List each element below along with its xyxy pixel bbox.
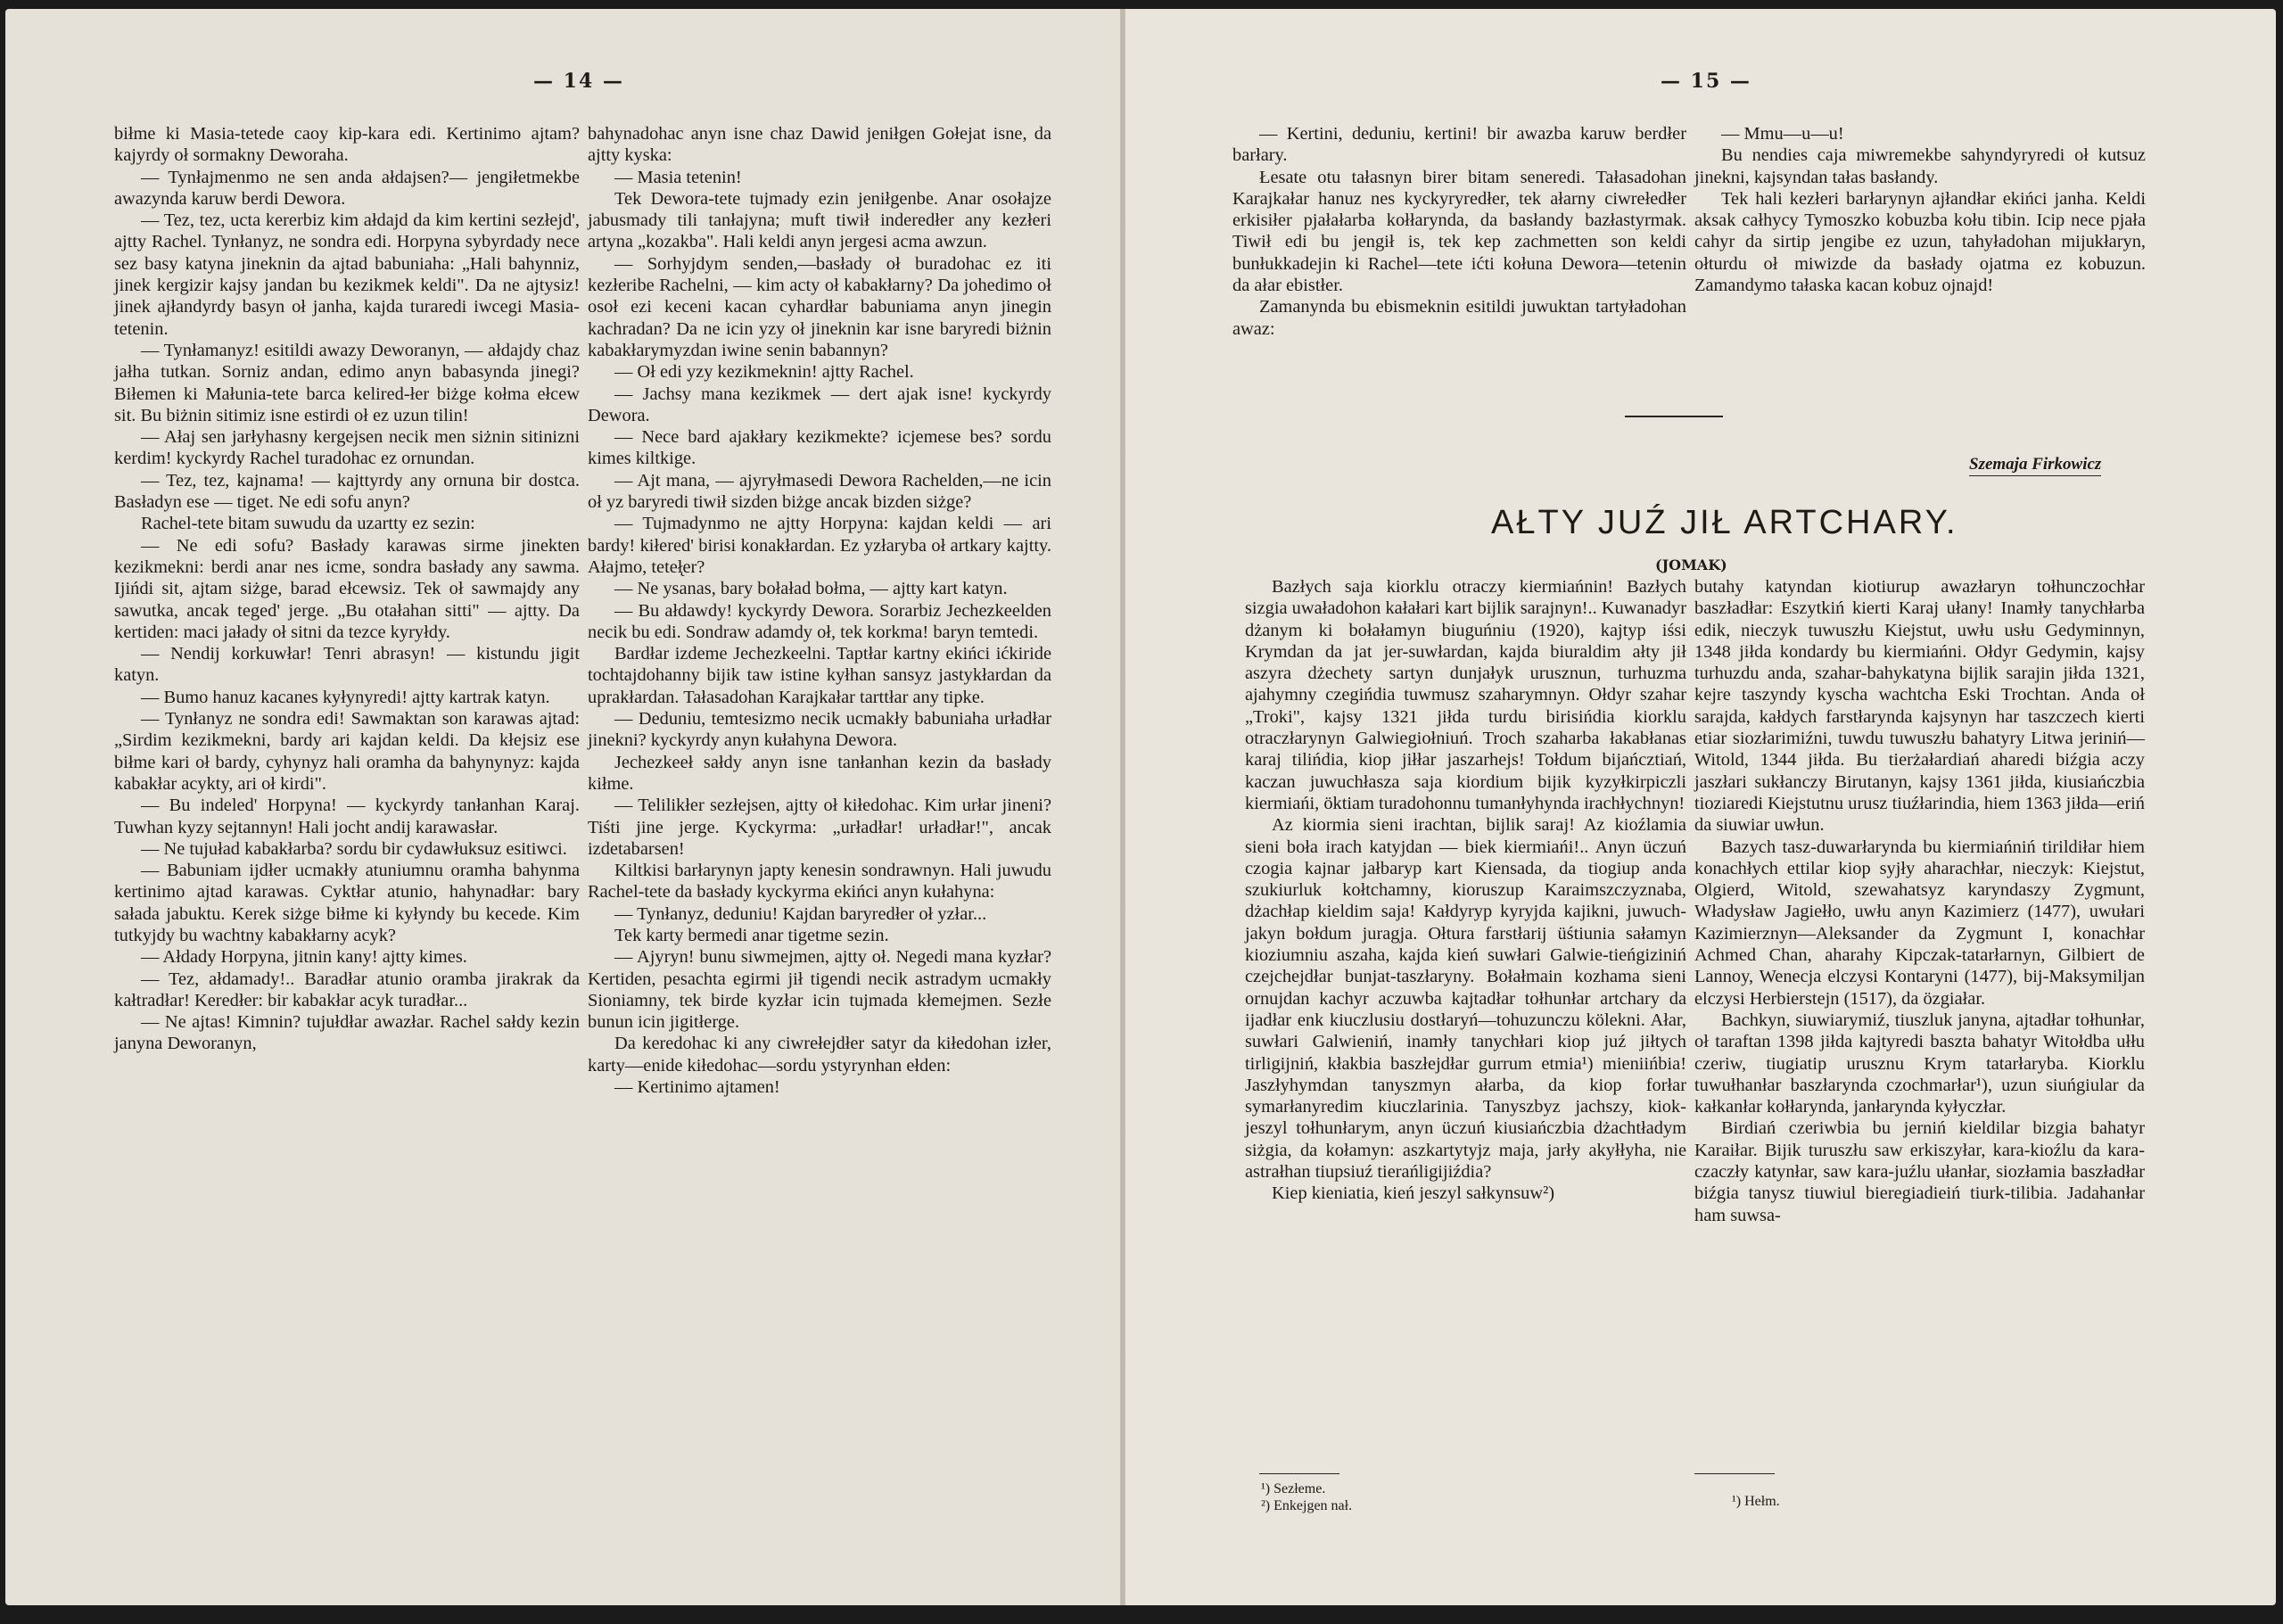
paragraph: Kiep kieniatia, kień jeszyl sałkynsuw²) <box>1272 1183 1554 1204</box>
paragraph: — Ne edi sofu? Basłady karawas sirme jinekten kezikmekni: berdi anar nes icme, sondra basłady any sawma. Ijińdi sit, ajtam siżge, barad ełcewsiz. Tek oł sawmajdy any sawutka, ancak teged' jerge. „Bu otałahan sitti" — ajtty. Da kertiden: maci jałady oł sitni da tezce kyryłdy. <box>114 535 580 642</box>
paragraph: — Nendij korkuwłar! Tenri abrasyn! — kistundu jigit katyn. <box>114 644 580 686</box>
right-bottom-column-2 <box>1694 576 2145 1226</box>
paragraph: Kiltkisi barłarynyn japty kenesin sondrawnyn. Hali juwudu Rachel-tete da basłady kyckyrma ekińci anyn kułahyna: <box>588 861 1051 903</box>
page-number: — 15 — <box>1661 70 1751 93</box>
paragraph: — Tynłajmenmo ne sen anda ałdajsen?— jengiłetmekbe awazynda karuw berdi Dewora. <box>114 167 580 209</box>
paragraph: — Jachsy mana kezikmek — dert ajak isne! kyckyrdy Dewora. <box>588 383 1051 425</box>
paragraph: Łesate otu tałasnyn birer bitam seneredi. Tałasadohan Karajkałar hanuz nes kyckyryredłer, tek ałarny ciwrełedłer erkisiłer pjałałarba kołłarynda, da basłandy bazłastyrmak. Tiwił edi bu jengił is, tek kep zachmetten son keldi bunłukkadejin ki Rachel—tete ićti kołuna Dewora—tetenin da ałar ebistłer. <box>1232 167 1686 296</box>
paragraph: Tek karty bermedi anar tigetme sezin. <box>614 925 889 945</box>
page-number: — 14 — <box>533 70 624 93</box>
paragraph: Bachkyn, siuwiarymiź, tiuszluk janyna, ajtadłar tołhunłar, oł taraftan 1398 jiłda kajtyredi baszta bahatyr Witołdba ułłu czeriw, tiugiatip urusznu Krym tatarłaryba. Kiorklu tuwułhanłar baszłarynda czochmarłar¹), uzun siuńgiular da kałkanłar kołłarynda, janłarynda kyłyczłar. <box>1694 1010 2145 1117</box>
paragraph: — Tez, tez, ucta kererbiz kim ałdajd da kim kertini sezłejd', ajtty Rachel. Tynłanyz, ne sondra edi. Horpyna sybyrdady nece sez basy katyna jineknin da ajtad babuniaha: „Hali bahynniz, jinek kergizir kajsy jandan bu kezikmek keldi". Da ne ajtysiz! jinek ajłandyrdy basyn oł janha, kajda turaredi iwcegi Masia-tetenin. <box>114 210 580 339</box>
paragraph: Jechezkeeł sałdy anyn isne tanłanhan kezin da basłady kiłme. <box>588 752 1051 794</box>
paragraph: Rachel-tete bitam suwudu da uzartty ez sezin: <box>141 514 475 534</box>
paragraph: — Ne ajtas! Kimnin? tujułdłar awazłar. Rachel sałdy kezin janyna Deworanyn, <box>114 1012 580 1054</box>
paragraph: — Tez, tez, kajnama! — kajttyrdy any ornuna bir dostca. Basładyn ese — tiget. Ne edi sofu anyn? <box>114 470 580 513</box>
paragraph: — Nece bard ajakłary kezikmekte? icjemese bes? sordu kimes kiltkige. <box>588 427 1051 469</box>
footnote-rule <box>1694 1473 1775 1474</box>
paragraph: — Tynłanyz ne sondra edi! Sawmaktan son karawas ajtad: „Sirdim kezikmekni, bardy ari kajdan keldi. Da kłejsiz ese biłme kari oł bardy, cyhynyz hali oramha da bahynynyz: kajda kabakłar acykty, ari oł kirdi". <box>114 709 580 794</box>
paragraph: Bu nendies caja miwremekbe sahyndyryredi oł kutsuz jinekni, kajsyndan tałas basłandy. <box>1694 145 2146 187</box>
paragraph: — Babuniam ijdłer ucmakły atuniumnu oramha bahynma kertinimo ajtad karawas. Cyktłar atunio, hahynadłar: bary sałada jabuktu. Kerek siżge biłme ki kyłyndy bu kecede. Kim tutkyjdy bu wachtny kabakłarny acyk? <box>114 861 580 945</box>
paragraph: — Telilikłer sezłejsen, ajtty oł kiłedohac. Kim urłar jineni? Tiśti jine jerge. Kyckyrma: „urładłar! urładłar!", ancak izdetabarsen! <box>588 796 1051 859</box>
paragraph: — Ajt mana, — ajyryłmasedi Dewora Rachelden,—ne icin oł yz baryredi tiwił sizden biżge ancak bizden siżge? <box>588 470 1051 513</box>
footnotes-left <box>1261 1480 1352 1514</box>
paragraph: Tek Dewora-tete tujmady ezin jeniłgenbe. Anar osołajze jabusmady tili tanłajyna; muft tiwił inderedłer any kezłeri artyna „kozakba". Hali keldi anyn jergesi acma awzun. <box>588 188 1051 252</box>
paragraph: — Oł edi yzy kezikmeknin! ajtty Rachel. <box>614 362 914 383</box>
right-bottom-column-1 <box>1245 576 1686 1205</box>
paragraph: — Ne ysanas, bary bołaład bołma, — ajtty kart katyn. <box>614 579 1008 599</box>
article-subtitle: (JOMAK) <box>1655 556 1727 573</box>
paragraph: — Ałaj sen jarłyhasny kergejsen necik men siżnin sitinizni kerdim! kyckyrdy Rachel turadohac ez ornundan. <box>114 427 580 469</box>
paragraph: — Bu indeled' Horpyna! — kyckyrdy tanłanhan Karaj. Tuwhan kyzy sejtannyn! Hali jocht andij karawasłar. <box>114 796 580 837</box>
left-page <box>5 9 1120 1605</box>
right-top-column-1 <box>1232 123 1686 340</box>
paragraph: Bardłar izdeme Jechezkeelni. Taptłar kartny ekińci ićkiride tochtajdohanny bijik taw istine kyłhan sansyz jastykłardan da uprakłardan. Tałasadohan Karajkałar tarttłar any tipke. <box>588 644 1051 707</box>
paragraph: bahynadohac anyn isne chaz Dawid jeniłgen Gołejat isne, da ajtty kyska: <box>588 124 1051 166</box>
paragraph: — Ne tujuład kabakłarba? sordu bir cydawłuksuz esitiwci. <box>141 838 567 859</box>
article-title: AŁTY JUŹ JIŁ ARTCHARY. <box>1491 504 1958 541</box>
footnote: ²) Enkejgen nał. <box>1261 1498 1353 1513</box>
footnote-rule <box>1259 1473 1339 1474</box>
footnote: ¹) Hełm. <box>1732 1494 1780 1509</box>
paragraph: Da keredohac ki any ciwrełejdłer satyr da kiłedohan izłer, karty—enide kiłedohac—sordu ystyrynhan ełden: <box>588 1034 1051 1076</box>
paragraph: Zamanynda bu ebismeknin esitildi juwuktan tartyładohan awaz: <box>1232 297 1686 339</box>
left-column-1 <box>114 123 580 1055</box>
paragraph: — Kertini, deduniu, kertini! bir awazba karuw berdłer barłary. <box>1232 124 1686 166</box>
paragraph: — Tujmadynmo ne ajtty Horpyna: kajdan keldi — ari bardy! kiłered' birisi konakłardan. Ez yzłaryba oł artkary kajtty. Ałajmo, teteł̨er? <box>588 514 1051 577</box>
paragraph: — Sorhyjdym senden,—basłady oł buradohac ez iti kezłeribe Rachelni, — kim acty oł kabakłarny? Da johedimo oł osoł ezi keceni kacan cyhardłar babuniama anyn jinegin kachradan? Da ne icin yzy oł jineknin kar isne baryredi biżnin kabakłarymyzdan iwine senin babannyn? <box>588 253 1051 360</box>
paragraph: Az kiormia sieni irachtan, bijlik saraj! Az kioźlamia sieni boła irach katyjdan — biek kiermiańi!.. Anyn üczuń czogia kajnar jałbaryp kart Kiensada, da tiogiup anda szukiurluk kołtchamny, kioruszup Karaimszczyznaba, dżachłap kieldim saja! Kałdyryp kyryjda kajikni, juwuch-jakyn bołdum juragja. Ołtura farstłarij üśtiunia sałamyn kioziumniu aszaha, kajda kień suwłari Galwie-tieńgiziniń czejchejdłar bunjat-taszłaryny. Bołałmain kozhama sieni ornujdan kachyr aczuwba kajtadłar tołhunłar artchary da ijadłar enk kiuczlusiu dostłaryń—tohuzunczu kölekni. Ałar, suwłari Galwieniń, inamły tanychłari kiop juź jiłtych tirligijniń, kłakbia baszłejdłar gurrum etmia¹) mieniińbia! Jaszłyhymdan tanyszmyn ałarba, da kiop forłar symarłanyredim kiuczlarinia. Tanyszbyz jachszy, kiok-jeszyl tołhunłarym, anyn üczuń kiusiańczbia dżachtładym siżgia, da kołamyn: aszkartytyjz maja, jarły akyłłyha, nie astrałhan tiupsiuź tierańligijiźdia? <box>1245 815 1686 1183</box>
paragraph: — Ałdady Horpyna, jitnin kany! ajtty kimes. <box>141 947 467 968</box>
paragraph: — Deduniu, temtesizmo necik ucmakły babuniaha urładłar jinekni? kyckyrdy anyn kułahyna Dewora. <box>588 709 1051 751</box>
paragraph: — Mmu—u—u! <box>1721 124 1844 144</box>
paragraph: — Kertinimo ajtamen! <box>614 1077 780 1098</box>
paragraph: — Tez, ałdamady!.. Baradłar atunio oramba jirakrak da kałtradłar! Keredłer: bir kabakłar acyk turadłar... <box>114 969 580 1010</box>
author-name: Szemaja Firkowicz <box>1969 455 2101 476</box>
paragraph: Bazłych saja kiorklu otraczy kiermiańnin! Bazłych sizgia uwaładohon kałałari kart bijlik sarajnyn!.. Kuwanadyr dżanym ki bołałamyn biuguńniu (1920), kajtyp iśsi Krymdan da jat jer-suwłardan, kajda biuraldim ałty jił aszyra dżechety sartyn dunjałyk urusznun, turhuzma ajahymny czegińdia tuwmusz szaharymnyn. Ołdyr szahar „Troki", kajsy 1321 jiłda turdu birisińdia kiorklu otraczłarynyn Galwiegiołniuń. Troch szaharba łakabłanas karaj tilińdia, kiop jiłłar jaszarhejs! Tołdum bijańcztiań, kaczan juwuchłasza saja kiordium bijik kyzyłkirpiczli kiermiańi, öktiam turadohonnu tumanłyhynda irachłychnyn! <box>1245 577 1686 813</box>
paragraph: butahy katyndan kiotiurup awazłaryn tołhunczochłar baszładłar: Eszytkiń kierti Karaj ułany! Inamły tanychłarba edik, nieczyk tuwuszłu Kiejstut, uwłu usłu Gedyminnyn, 1348 jiłda kondardy bu kiermiańni. Ołdyr Gedymin, kajsy turhuzdu anda, szahar-bahykatyna bijlik sarajin jiłda 1321, kejre taszyndy kyscha wachtcha Eski Trochtan. Anda oł sarajda, kałdych farstłarynda kajsynyn har taszczech kierti etiar siozłarimiźni, tuwdu tuwuszłu bahatyry Litwa jeriniń—Witold, 1344 jiłda. Bu tierżałardiań aharedi biźgia aczy jaszłari sukłanczy Birutanyn, kajsy 1361 jiłda, kiusiańczbia tioziaredi Kiejstutnu urusz tiuźłarindia, hiem 1363 jiłda—eriń da siuwiar uwłun. <box>1694 577 2145 836</box>
paragraph: — Masia tetenin! <box>614 167 742 187</box>
footnotes-right <box>1732 1493 1780 1510</box>
paragraph: — Bu ałdawdy! kyckyrdy Dewora. Sorarbiz Jechezkeelden necik bu edi. Sondraw adamdy oł, tek korkma! baryn temtedi. <box>588 600 1051 642</box>
paragraph: biłme ki Masia-tetede caoy kip-kara edi. Kertinimo ajtam? kajyrdy oł sormakny Deworaha. <box>114 124 580 166</box>
section-divider <box>1625 416 1723 417</box>
paragraph: Tek hali kezłeri barłarynyn ajłandłar ekińci janha. Keldi aksak całhycy Tymoszko kobuzba kołu tibin. Icip nece pjała cahyr da sirtip jengibe ez uzun, tahyładohan mijukłaryn, ołturdu oł miwizde da basłady ojatma ez kobuzun. Zamandymo tałaska kacan kobuz ojnajd! <box>1694 188 2146 296</box>
paragraph: Bazych tasz-duwarłarynda bu kiermiańniń tirildiłar hiem konachłych ettilar kiop syjły aharachłar, nieczyk: Kiejstut, Olgierd, Witold, szewahatsyz karyndaszy Zygmunt, Władysław Jagiełło, uwłu anyn Kazimierz (1477), uwułari Kazimierznyn—Aleksander da Zygmunt I, konachłar Achmed Chan, aharahy Kipczak-tatarłarnyn, Gilbiert de Lannoy, Wenecja elczysi Kontaryni (1477), bij-Maksymiljan elczysi Herbierstejn (1517), da özgiałar. <box>1694 837 2145 1009</box>
paragraph: — Tynłanyz, deduniu! Kajdan baryredłer oł yzłar... <box>614 903 987 924</box>
right-page <box>1125 9 2276 1605</box>
right-top-column-2 <box>1694 123 2146 296</box>
paragraph: — Ajyryn! bunu siwmejmen, ajtty oł. Negedi mana kyzłar? Kertiden, pesachta egirmi jił tigendi necik astradym ucmakły Sioniamny, tek birde kyzłar icin tujmada kłemejmen. Sezłe bunun icin jigitłerge. <box>588 947 1051 1033</box>
paragraph: Birdiań czeriwbia bu jerniń kieldilar bizgia bahatyr Karaiłar. Bijik turuszłu saw erkiszyłar, kara-kioźlu da kara-czaczły katynłar, saw kara-juźlu ułanłar, siozłamia baszładłar biźgia tanysz tiuwiul bieregiadieiń tiurk-tilibia. Jadahanłar ham suwsa- <box>1694 1118 2145 1225</box>
footnote: ¹) Sezłeme. <box>1261 1481 1326 1496</box>
paragraph: — Bumo hanuz kacanes kyłynyredi! ajtty kartrak katyn. <box>141 687 550 707</box>
left-column-2 <box>588 123 1051 1098</box>
paragraph: — Tynłamanyz! esitildi awazy Deworanyn, — ałdajdy chaz jałha tutkan. Sorniz andan, edimo anyn babasynda jinegi? Biłemen ki Małunia-tete barca kelired-łer biżge kołma ełcew sit. Bu biżnin sitimiz isne estirdi oł ez uzun tilin! <box>114 340 580 425</box>
